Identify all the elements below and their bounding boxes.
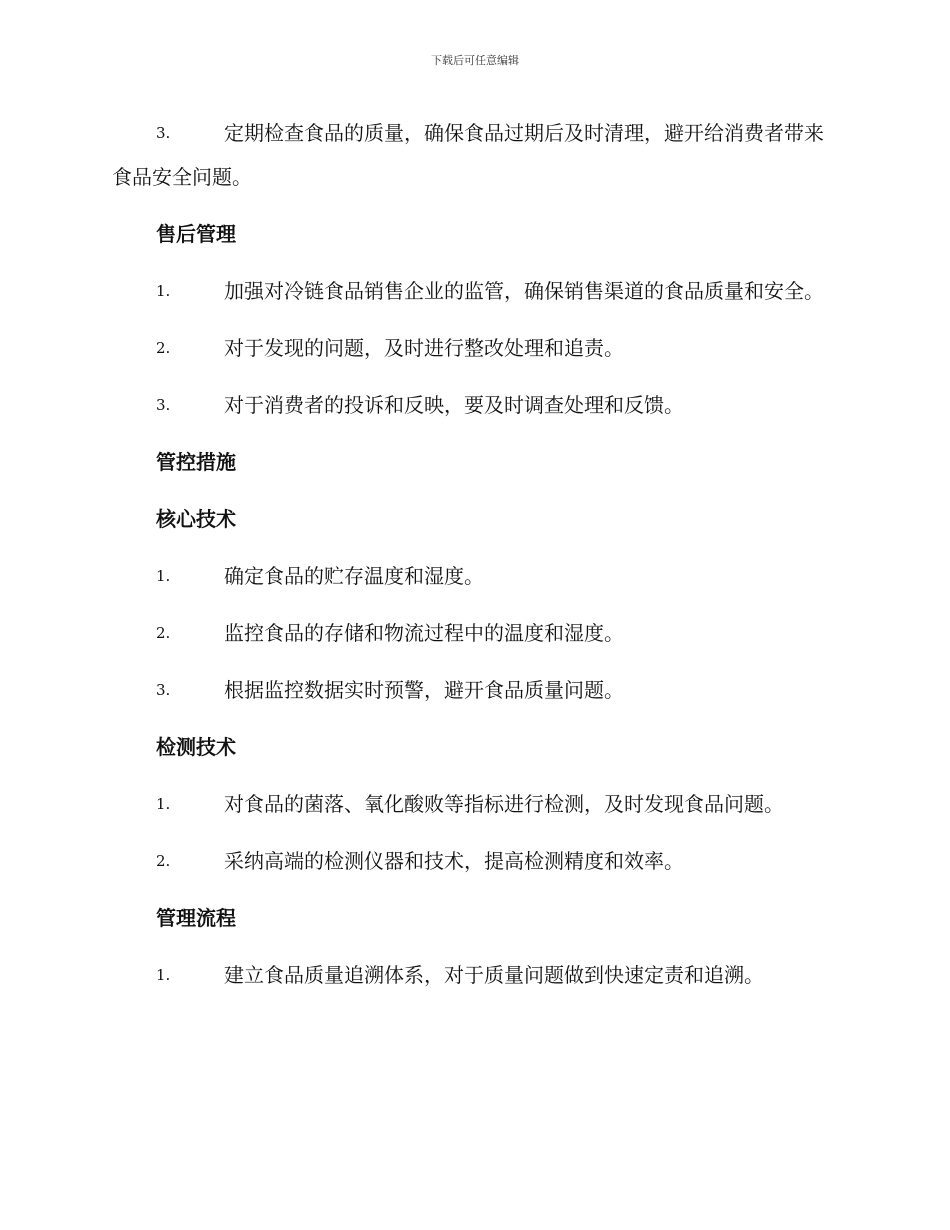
- list-item: [112, 554, 836, 598]
- subsection-heading: 检测技术: [156, 735, 236, 759]
- list-item-number: 2.: [156, 624, 171, 642]
- list-item-text: 建立食品质量追溯体系，对于质量问题做到快速定责和追溯。: [224, 963, 764, 987]
- list-item-text: 定期检查食品的质量，确保食品过期后及时清理，避开给消费者带来食品安全问题。: [112, 121, 824, 189]
- list-item-number: 3.: [156, 396, 171, 414]
- list-item: [112, 383, 836, 427]
- list-item-text: 监控食品的存储和物流过程中的温度和湿度。: [224, 621, 624, 645]
- list-item-text: 确定食品的贮存温度和湿度。: [224, 564, 484, 588]
- list-item: [112, 953, 836, 997]
- list-item-text: 对食品的菌落、氧化酸败等指标进行检测，及时发现食品问题。: [224, 792, 784, 816]
- subsection-heading: 核心技术: [156, 507, 236, 531]
- list-item-number: 1.: [156, 282, 171, 300]
- subsection-heading: 管理流程: [156, 906, 236, 930]
- list-item-text: 对于发现的问题，及时进行整改处理和追责。: [224, 336, 624, 360]
- list-item-number: 1.: [156, 567, 171, 585]
- list-item: [112, 839, 836, 883]
- list-item-number: 2.: [156, 852, 171, 870]
- document-body: [112, 111, 836, 1010]
- list-item-text: 采纳高端的检测仪器和技术，提高检测精度和效率。: [224, 849, 684, 873]
- list-item-number: 3.: [156, 124, 171, 142]
- list-item-number: 3.: [156, 681, 171, 699]
- list-item: [112, 611, 836, 655]
- list-item-number: 1.: [156, 966, 171, 984]
- section-heading: 管控措施: [156, 450, 236, 474]
- list-item: [112, 782, 836, 826]
- list-item: [112, 668, 836, 712]
- list-item-text: 对于消费者的投诉和反映，要及时调查处理和反馈。: [224, 393, 684, 417]
- list-item-number: 2.: [156, 339, 171, 357]
- list-item: [112, 269, 836, 313]
- section-heading: 售后管理: [156, 222, 236, 246]
- page-header: 下载后可任意编辑: [431, 54, 519, 67]
- list-item-text: 根据监控数据实时预警，避开食品质量问题。: [224, 678, 624, 702]
- list-item-text: 加强对冷链食品销售企业的监管，确保销售渠道的食品质量和安全。: [224, 279, 824, 303]
- list-item: [112, 326, 836, 370]
- list-item: [112, 111, 836, 199]
- list-item-number: 1.: [156, 795, 171, 813]
